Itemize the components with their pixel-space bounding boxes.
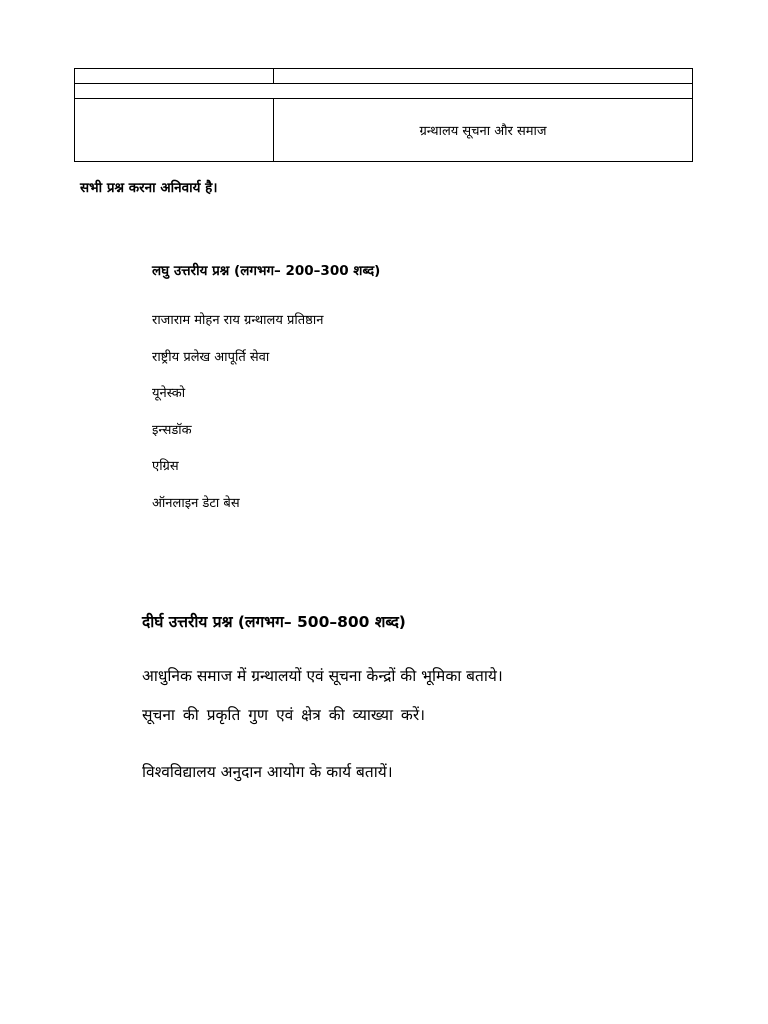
list-item: राष्ट्रीय प्रलेख आपूर्ति सेवा: [152, 349, 270, 365]
header-cell: [75, 99, 274, 162]
header-row: [75, 69, 693, 84]
long-answer-question: आधुनिक समाज में ग्रन्थालयों एवं सूचना केन्द्रों की भूमिका बताये।: [142, 667, 503, 685]
list-item: एग्रिस: [152, 459, 179, 475]
header-table: [74, 68, 693, 162]
header-cell: [274, 69, 693, 84]
short-answer-heading: लघु उत्तरीय प्रश्न (लगभग– 200–300 शब्द): [152, 263, 381, 279]
instruction-text: सभी प्रश्न करना अनिवार्य है।: [80, 180, 218, 196]
short-answer-list: [152, 312, 323, 532]
list-item: यूनेस्को: [152, 386, 186, 402]
subject-title: ग्रन्थालय सूचना और समाज: [274, 99, 693, 162]
header-cell: [75, 84, 693, 99]
list-item: ऑनलाइन डेटा बेस: [152, 495, 240, 511]
header-row: [75, 84, 693, 99]
list-item: इन्सडॉक: [152, 422, 192, 438]
list-item: राजाराम मोहन राय ग्रन्थालय प्रतिष्ठान: [152, 313, 324, 328]
header-cell: [75, 69, 274, 84]
long-answer-question: सूचना की प्रकृति गुण एवं क्षेत्र की व्याख्या करें।: [142, 706, 426, 724]
header-row: [75, 99, 693, 162]
long-answer-heading: दीर्घ उत्तरीय प्रश्न (लगभग– 500–800 शब्द): [142, 613, 406, 631]
long-answer-question: विश्वविद्यालय अनुदान आयोग के कार्य बतायें।: [142, 763, 393, 781]
